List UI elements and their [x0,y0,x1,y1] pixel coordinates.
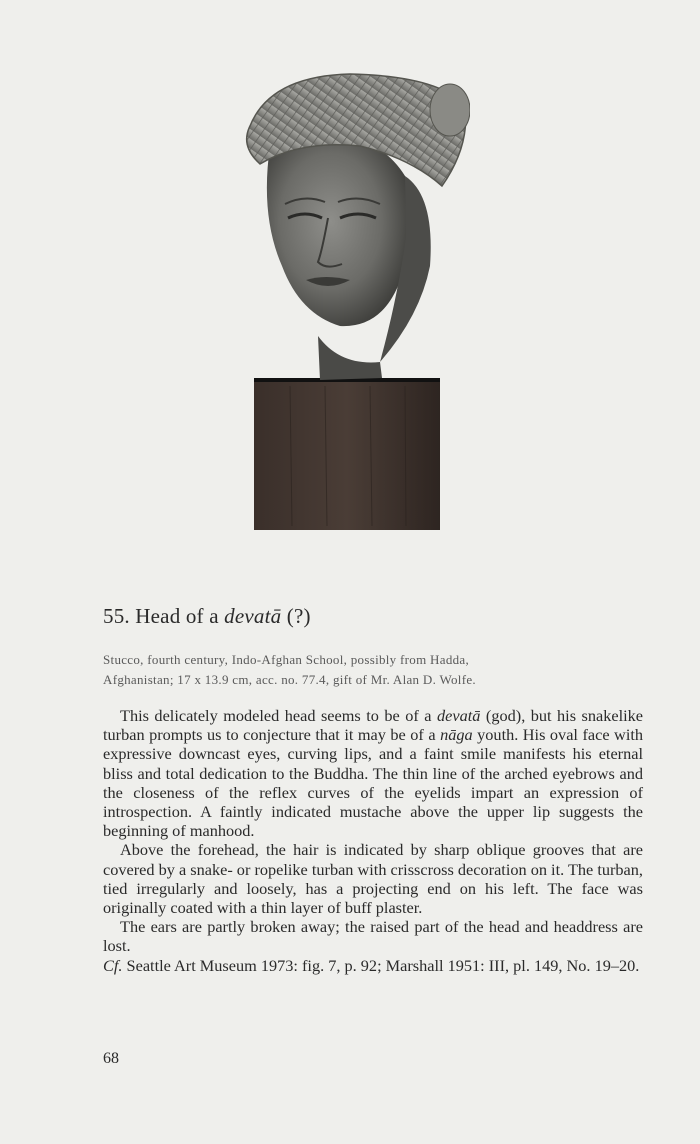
paragraph-2: Above the forehead, the hair is indicated by sharp oblique grooves that are covered by a snake- or ropelike turban with crisscross decoration on it. The turban, tied irregularly and loosely, has a projecting end on his left. The face was originally coated with a thin layer of buff plaster. [103,840,643,918]
stucco-head-image [230,66,470,536]
p1-text-c: youth. His oval face with expressive downcast eyes, curving lips, and a faint smile manifests his eternal bliss and total dedication to the Buddha. The thin line of the arched eyebrows and the closeness of the reflex curves of the eyelids impart an expression of introspection. A faintly indicated mustache above the upper lip suggests the beginning of manhood. [103,725,644,841]
face [267,136,409,326]
references-text: Seattle Art Museum 1973: fig. 7, p. 92; Marshall 1951: III, pl. 149, No. 19–20. [122,955,640,975]
references [103,956,643,975]
p1-text-b: (god), but his snakelike turban prompts us to conjecture that it may be of a [103,706,644,745]
catalog-entry-title [103,604,311,629]
wooden-base [254,378,440,530]
entry-number-title: 55. Head of a [103,604,225,628]
title-italic: devatā [224,604,282,628]
title-suffix: (?) [281,604,311,628]
p1-devata: devatā [437,706,481,725]
metadata-line-1: Stucco, fourth century, Indo-Afghan School, possibly from Hadda, [103,652,470,667]
object-metadata [103,650,603,690]
cf-label: Cf. [103,955,123,975]
metadata-line-2: Afghanistan; 17 x 13.9 cm, acc. no. 77.4, gift of Mr. Alan D. Wolfe. [103,672,476,687]
p1-text-a: This delicately modeled head seems to be of a [120,706,438,725]
description-text [103,706,643,975]
page-number: 68 [103,1050,119,1067]
paragraph-1 [103,706,643,840]
sculpture-photo [230,66,470,536]
p1-naga: nāga [440,725,473,745]
paragraph-3: The ears are partly broken away; the raised part of the head and headdress are lost. [103,917,643,956]
